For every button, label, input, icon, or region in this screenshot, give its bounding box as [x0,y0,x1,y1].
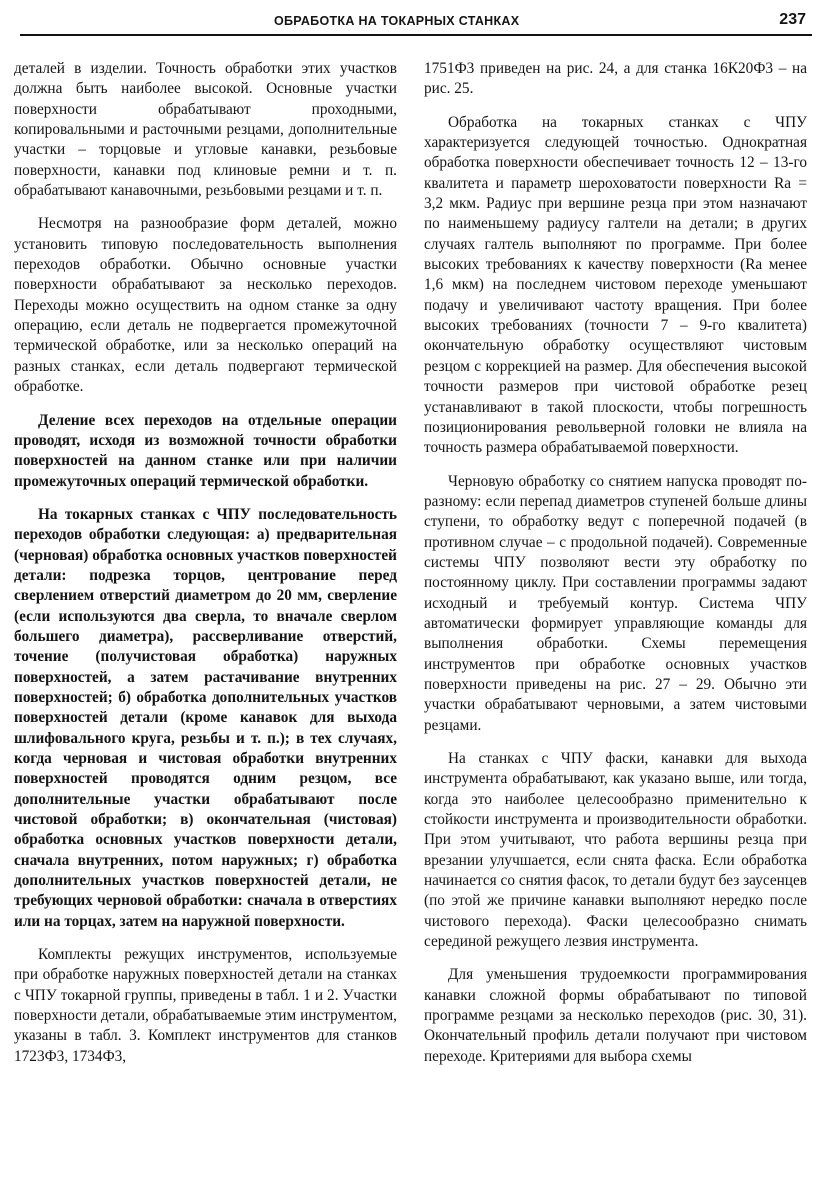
continued-paragraph: 1751Ф3 приведен на рис. 24, а для станка 16К20Ф3 – на рис. 25. [424,60,807,98]
paragraph-programming-grooves: Для уменьшения трудоемкости программирования канавки сложной формы обрабатывают по типовой программе резцами за несколько переходов (рис. 30, 31). Окончательный профиль детали получают при чистовом переходе. Критериями для выбора схемы [424,966,807,1065]
paragraph-tool-sets: Комплекты режущих инструментов, используемые при обработке наружных поверхностей детали на станках с ЧПУ токарной группы, приведены в табл. 1 и 2. Участки поверхности детали, обрабатываемые этим инструментом, указаны в табл. 3. Комплект инструментов для станков 1723Ф3, 1734Ф3, [14,946,397,1065]
continued-paragraph: деталей в изделии. Точность обработки этих участков должна быть наиболее высокой. Основные участки поверхности обрабатывают проходными, копировальными и расточными резцами, дополнительные участки – торцовые и угловые канавки, резьбовые поверхности, канавки под клиновые ремни и т. п. обрабатывают канавочными, резьбовыми резцами и т. п. [14,60,397,200]
paragraph-rough-machining: Черновую обработку со снятием напуска проводят по-разному: если перепад диаметров ступеней больше длины ступени, то обработку ведут с поперечной подачей (в противном случае – с продольной подачей). Современные системы ЧПУ позволяют вести эту обработку по постоянному циклу. При составлении программы задают исходный и требуемый контур. Система ЧПУ автоматически формирует управляющие команды для выполнения обработки. Схемы перемещения инструментов при обработке основных участков поверхности приведены на рис. 27 – 29. Обычно эти участки обрабатывают черновыми, а затем чистовыми резцами. [424,472,807,734]
right-text-column [424,59,807,1067]
running-title: ОБРАБОТКА НА ТОКАРНЫХ СТАНКАХ [274,14,520,28]
paragraph-cnc-accuracy: Обработка на токарных станках с ЧПУ характеризуется следующей точностью. Однократная обработка поверхности обеспечивает точность 12 – 13-го квалитета и параметр шероховатости поверхности Ra = 3,2 мкм. Радиус при вершине резца при этом назначают по наименьшему радиусу галтели на детали; в других случаях галтель выполняют по программе. При более высоких требованиях к качеству поверхности (Ra менее 1,6 мкм) на последнем чистовом переходе уменьшают подачу и увеличивают частоту вращения. При более высоких требованиях (точности 7 – 9-го квалитета) окончательную обработку осуществляют чистовым резцом с коррекцией на размер. Для обеспечения высокой точности размеров при чистовой обработке резец устанавливают в такой плоскости, чтобы погрешность позиционирования револьверной головки не влияла на точность размера обрабатываемой поверхности. [424,113,807,457]
paragraph-chamfers-grooves: На станках с ЧПУ фаски, канавки для выхода инструмента обрабатывают, как указано выше, или тогда, когда это наиболее целесообразно применительно к стойкости инструмента и производительности обработки. При этом учитывают, что работа вершины резца при врезании улучшается, если снята фаска. Если обработка начинается со снятия фасок, то детали будут без заусенцев (по этой же причине канавки выполняют нередко после чистового перехода). Фаски целесообразно снимать серединой режущего лезвия инструмента. [424,750,807,951]
paragraph-operation-division: Деление всех переходов на отдельные операции проводят, исходя из возможной точности обработки поверхностей на данном станке или при наличии промежуточных операций термической обработки. [14,411,397,490]
paragraph-operation-sequence: Несмотря на разнообразие форм деталей, можно установить типовую последовательность выполнения переходов обработки. Обычно основные участки поверхности обрабатывают за несколько переходов. Переходы можно осуществить на одном станке за одну операцию, если деталь не подвергается промежуточной термической обработке, или за несколько операций на разных станках, если деталь подвергают термической обработке. [14,215,397,396]
left-text-column [14,59,397,1067]
page-header [20,8,812,36]
paragraph-cnc-sequence: На токарных станках с ЧПУ последовательность переходов обработки следующая: а) предварительная (черновая) обработка основных участков поверхностей детали: подрезка торцов, центрование перед сверлением отверстий диаметром до 20 мм, сверление (если используются два сверла, то вначале сверлом большего диаметра), рассверливание отверстий, точение (получистовая обработка) наружных поверхностей, а затем растачивание внутренних поверхностей; б) обработка дополнительных участков поверхностей детали (кроме канавок для выхода шлифовального круга, резьбы и т. п.); в тех случаях, когда черновая и чистовая обработки внутренних поверхностей проводятся одним резцом, все дополнительные участки обрабатывают после чистовой обработки; в) окончательная (чистовая) обработка основных участков поверхности детали, сначала внутренних, потом наружных; г) обработка дополнительных участков поверхностей детали, не требующих черновой обработки: сначала в отверстиях или на торцах, затем на наружной поверхности. [14,505,397,930]
page-number: 237 [779,11,806,28]
